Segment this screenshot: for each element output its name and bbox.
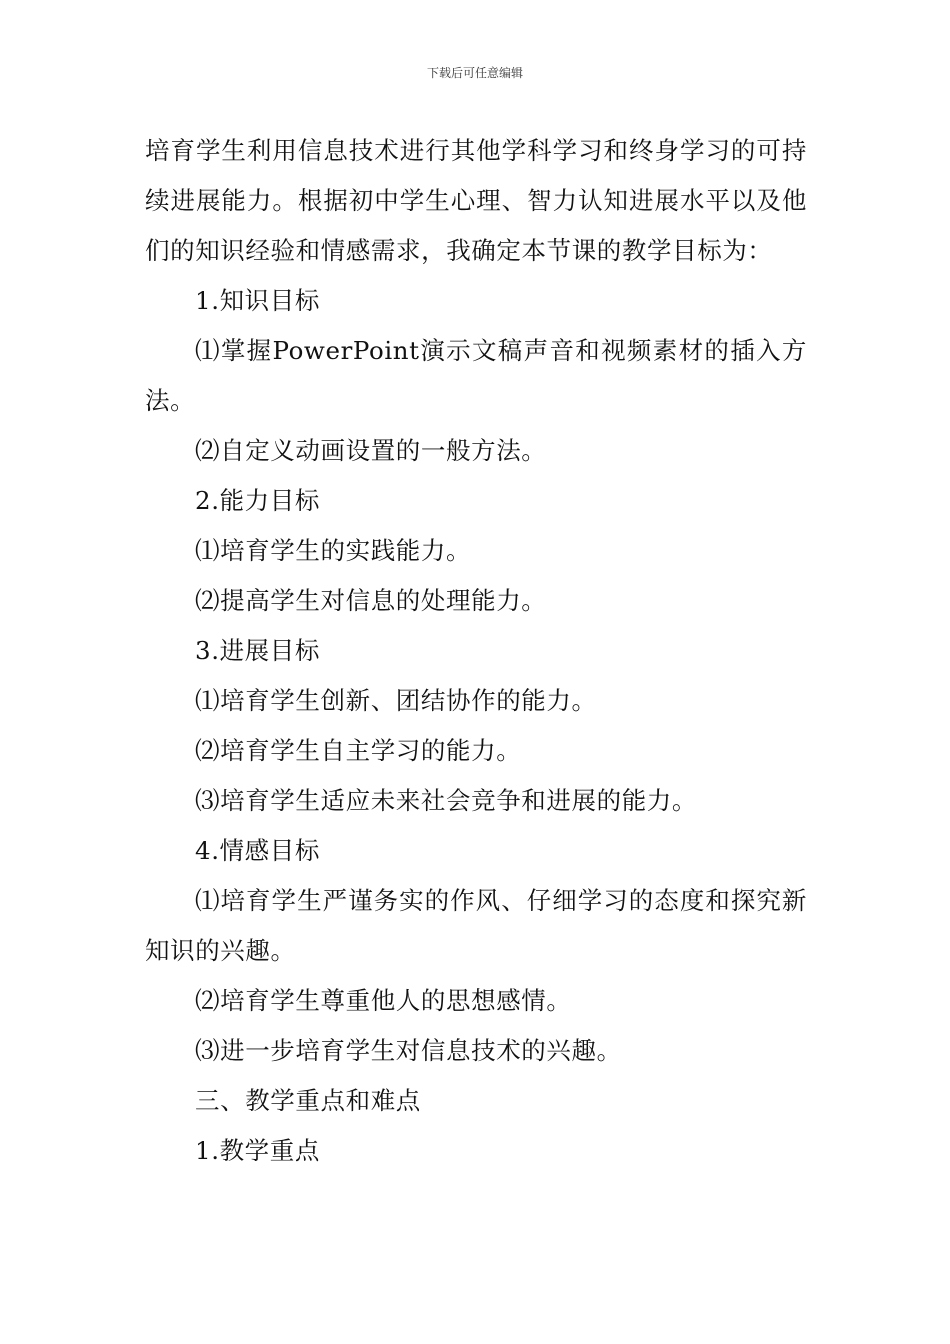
page-header-note: 下载后可任意编辑 (426, 66, 523, 80)
ability-goal-2: ⑵提高学生对信息的处理能力。 (195, 586, 547, 615)
section-heading-ability-goals: 2.能力目标 (195, 486, 320, 515)
intro-paragraph: 培育学生利用信息技术进行其他学科学习和终身学习的可持续进展能力。根据初中学生心理、智力认知进展水平以及他们的知识经验和情感需求，我确定本节课的教学目标为： (145, 136, 807, 265)
emotional-goal-2: ⑵培育学生尊重他人的思想感情。 (195, 986, 572, 1015)
subheading-teaching-focus: 1.教学重点 (195, 1136, 320, 1165)
development-goal-2: ⑵培育学生自主学习的能力。 (195, 736, 522, 765)
emotional-goal-1: ⑴培育学生严谨务实的作风、仔细学习的态度和探究新知识的兴趣。 (145, 886, 807, 965)
section-heading-emotional-goals: 4.情感目标 (195, 836, 320, 865)
development-goal-3: ⑶培育学生适应未来社会竞争和进展的能力。 (195, 786, 697, 815)
ability-goal-1: ⑴培育学生的实践能力。 (195, 536, 472, 565)
knowledge-goal-1: ⑴掌握PowerPoint演示文稿声音和视频素材的插入方法。 (145, 336, 807, 415)
section-heading-key-points: 三、教学重点和难点 (195, 1086, 421, 1115)
section-heading-development-goals: 3.进展目标 (195, 636, 320, 665)
knowledge-goal-2: ⑵自定义动画设置的一般方法。 (195, 436, 547, 465)
section-heading-knowledge-goals: 1.知识目标 (195, 286, 320, 315)
document-body (145, 126, 807, 1176)
development-goal-1: ⑴培育学生创新、团结协作的能力。 (195, 686, 597, 715)
emotional-goal-3: ⑶进一步培育学生对信息技术的兴趣。 (195, 1036, 622, 1065)
